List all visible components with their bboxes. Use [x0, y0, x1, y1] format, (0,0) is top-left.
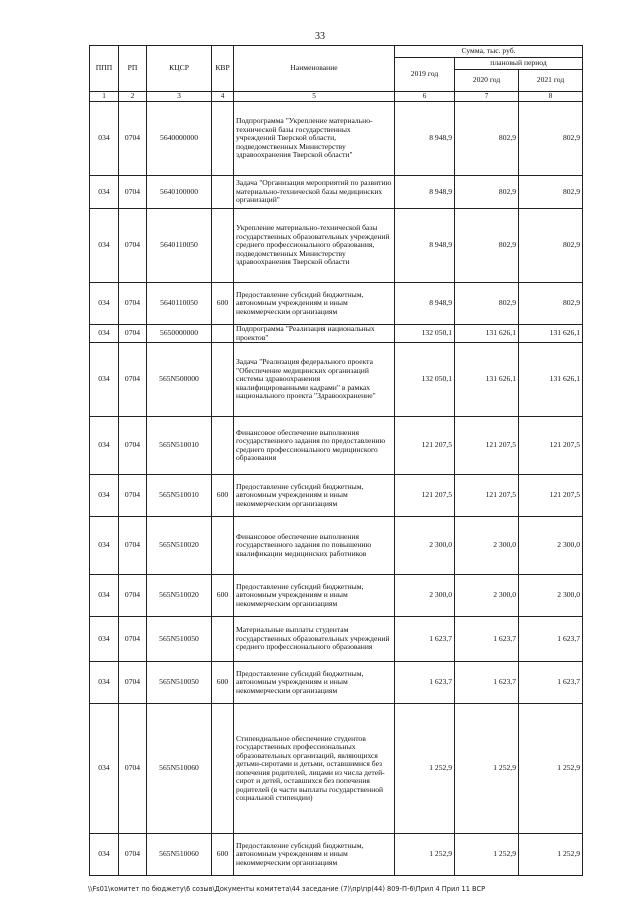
cell-2020: 1 623,7	[455, 662, 519, 704]
cell-name: Стипендиальное обеспечение студентов государственных профессиональных образовательных организаций, являющихся детьми-сиротами и детьми, оставшимися без попечения родителей, лицами из числа детей-сирот и детей, оставшихся без попечения родителей (в части выплаты государственной социальной стипендии)	[234, 704, 395, 834]
cell-name: Предоставление субсидий бюджетным, автономным учреждениям и иным некоммерческим организациям	[234, 575, 395, 617]
cell-name: Подпрограмма "Реализация национальных проектов"	[234, 325, 395, 343]
cell-2020: 1 252,9	[455, 834, 519, 876]
cell-kvr: 600	[212, 834, 234, 876]
cell-2019: 132 050,1	[395, 343, 455, 417]
cell-2020: 802,9	[455, 176, 519, 209]
cell-kcsr: 565N510060	[147, 834, 212, 876]
cell-kvr	[212, 704, 234, 834]
cell-kvr	[212, 209, 234, 283]
cell-rp: 0704	[119, 704, 147, 834]
table-row	[90, 704, 583, 834]
cell-kvr: 600	[212, 475, 234, 517]
header-planned: плановый период	[455, 58, 583, 70]
table-row	[90, 834, 583, 876]
cell-kvr	[212, 417, 234, 475]
cell-name: Подпрограмма "Укрепление материально-технической базы государственных учреждений Тверской области, подведомственных Министерству здравоохранения Тверской области"	[234, 102, 395, 176]
header-kcsr: КЦСР	[147, 46, 212, 92]
cell-2019: 8 948,9	[395, 102, 455, 176]
cell-2020: 802,9	[455, 283, 519, 325]
cell-2019: 121 207,5	[395, 417, 455, 475]
cell-kcsr: 5640100000	[147, 176, 212, 209]
cell-2021: 802,9	[519, 102, 583, 176]
table-row	[90, 325, 583, 343]
cell-kvr	[212, 102, 234, 176]
cell-kvr: 600	[212, 575, 234, 617]
cell-gr: 034	[90, 283, 119, 325]
cell-2019: 1 623,7	[395, 617, 455, 662]
cell-2020: 802,9	[455, 209, 519, 283]
file-path-footer: \\Fs01\комитет по бюджету\6 созыв\Документы комитета\44 заседание (7)\пр\пр(44) 809-П-6\Прил 4 Прил 11 ВСР	[88, 885, 486, 893]
cell-2019: 1 252,9	[395, 704, 455, 834]
cell-2021: 121 207,5	[519, 417, 583, 475]
table-row	[90, 517, 583, 575]
cell-2020: 802,9	[455, 102, 519, 176]
cell-2021: 131 626,1	[519, 343, 583, 417]
cell-kvr	[212, 176, 234, 209]
cell-name: Предоставление субсидий бюджетным, автономным учреждениям и иным некоммерческим организациям	[234, 475, 395, 517]
cell-rp: 0704	[119, 834, 147, 876]
table-row	[90, 575, 583, 617]
cell-kcsr: 565N510050	[147, 662, 212, 704]
cell-2019: 8 948,9	[395, 209, 455, 283]
table-row	[90, 343, 583, 417]
cell-2021: 1 623,7	[519, 662, 583, 704]
header-gr: ППП	[90, 46, 119, 92]
cell-2021: 2 300,0	[519, 517, 583, 575]
cell-2021: 2 300,0	[519, 575, 583, 617]
table-row	[90, 417, 583, 475]
cell-gr: 034	[90, 325, 119, 343]
header-2021: 2021 год	[519, 70, 583, 92]
cell-kcsr: 5640110050	[147, 283, 212, 325]
cell-2019: 1 623,7	[395, 662, 455, 704]
cell-rp: 0704	[119, 325, 147, 343]
header-kvr: КВР	[212, 46, 234, 92]
cell-rp: 0704	[119, 283, 147, 325]
cell-gr: 034	[90, 617, 119, 662]
cell-kvr	[212, 343, 234, 417]
cell-2019: 8 948,9	[395, 283, 455, 325]
cell-gr: 034	[90, 517, 119, 575]
cell-name: Предоставление субсидий бюджетным, автономным учреждениям и иным некоммерческим организациям	[234, 662, 395, 704]
cell-name: Финансовое обеспечение выполнения государственного задания по повышению квалификации медицинских работников	[234, 517, 395, 575]
cell-kvr	[212, 325, 234, 343]
cell-rp: 0704	[119, 475, 147, 517]
table-row	[90, 662, 583, 704]
cell-kcsr: 5640000000	[147, 102, 212, 176]
cell-kcsr: 5640110050	[147, 209, 212, 283]
cell-kvr	[212, 517, 234, 575]
cell-gr: 034	[90, 102, 119, 176]
cell-gr: 034	[90, 662, 119, 704]
cell-2020: 131 626,1	[455, 343, 519, 417]
cell-2021: 802,9	[519, 283, 583, 325]
cell-2020: 121 207,5	[455, 475, 519, 517]
cell-kvr: 600	[212, 662, 234, 704]
cell-2021: 1 252,9	[519, 704, 583, 834]
cell-rp: 0704	[119, 176, 147, 209]
cell-name: Финансовое обеспечение выполнения государственного задания по предоставлению среднего профессионального медицинского образования	[234, 417, 395, 475]
cell-rp: 0704	[119, 102, 147, 176]
cell-kcsr: 565N500000	[147, 343, 212, 417]
header-rp: РП	[119, 46, 147, 92]
cell-kcsr: 565N510020	[147, 575, 212, 617]
cell-kcsr: 565N510010	[147, 475, 212, 517]
cell-rp: 0704	[119, 662, 147, 704]
table-row	[90, 283, 583, 325]
cell-gr: 034	[90, 209, 119, 283]
cell-2020: 2 300,0	[455, 575, 519, 617]
cell-name: Предоставление субсидий бюджетным, автономным учреждениям и иным некоммерческим организациям	[234, 834, 395, 876]
column-index-row: 1 2 3 4 5 6 7 8	[90, 92, 583, 102]
cell-kvr: 600	[212, 283, 234, 325]
cell-rp: 0704	[119, 209, 147, 283]
cell-name: Задача "Реализация федерального проекта "Обеспечение медицинских организаций системы здравоохранения квалифицированными кадрами" в рамках национального проекта "Здравоохранение"	[234, 343, 395, 417]
cell-gr: 034	[90, 475, 119, 517]
cell-2020: 131 626,1	[455, 325, 519, 343]
cell-kcsr: 5650000000	[147, 325, 212, 343]
cell-2021: 802,9	[519, 176, 583, 209]
cell-name: Задача "Организация мероприятий по развитию материально-технической базы медицинских организаций"	[234, 176, 395, 209]
budget-table	[89, 45, 583, 876]
table-row	[90, 102, 583, 176]
cell-2021: 802,9	[519, 209, 583, 283]
header-name: Наименование	[234, 46, 395, 92]
page-number: 33	[315, 31, 325, 42]
cell-gr: 034	[90, 417, 119, 475]
cell-2021: 1 252,9	[519, 834, 583, 876]
cell-rp: 0704	[119, 517, 147, 575]
cell-gr: 034	[90, 176, 119, 209]
cell-rp: 0704	[119, 617, 147, 662]
cell-2019: 2 300,0	[395, 517, 455, 575]
cell-2020: 1 252,9	[455, 704, 519, 834]
cell-2019: 132 050,1	[395, 325, 455, 343]
cell-2020: 121 207,5	[455, 417, 519, 475]
table-row	[90, 617, 583, 662]
header-sum: Сумма, тыс. руб.	[395, 46, 583, 58]
header-2019: 2019 год	[395, 58, 455, 92]
cell-gr: 034	[90, 343, 119, 417]
cell-kcsr: 565N510060	[147, 704, 212, 834]
cell-name: Укрепление материально-технической базы государственных образовательных учреждений среднего профессионального образования, подведомственных Министерству здравоохранения Тверской области	[234, 209, 395, 283]
cell-name: Материальные выплаты студентам государственных образовательных учреждений среднего профессионального образования	[234, 617, 395, 662]
cell-gr: 034	[90, 834, 119, 876]
cell-gr: 034	[90, 704, 119, 834]
cell-kvr	[212, 617, 234, 662]
cell-kcsr: 565N510010	[147, 417, 212, 475]
cell-gr: 034	[90, 575, 119, 617]
cell-kcsr: 565N510050	[147, 617, 212, 662]
cell-2021: 1 623,7	[519, 617, 583, 662]
header-2020: 2020 год	[455, 70, 519, 92]
cell-kcsr: 565N510020	[147, 517, 212, 575]
cell-2019: 121 207,5	[395, 475, 455, 517]
cell-name: Предоставление субсидий бюджетным, автономным учреждениям и иным некоммерческим организациям	[234, 283, 395, 325]
cell-2021: 121 207,5	[519, 475, 583, 517]
cell-2019: 1 252,9	[395, 834, 455, 876]
cell-rp: 0704	[119, 575, 147, 617]
table-row	[90, 176, 583, 209]
table-row	[90, 475, 583, 517]
cell-2020: 1 623,7	[455, 617, 519, 662]
cell-rp: 0704	[119, 417, 147, 475]
cell-rp: 0704	[119, 343, 147, 417]
cell-2019: 2 300,0	[395, 575, 455, 617]
cell-2019: 8 948,9	[395, 176, 455, 209]
cell-2020: 2 300,0	[455, 517, 519, 575]
table-row	[90, 209, 583, 283]
cell-2021: 131 626,1	[519, 325, 583, 343]
